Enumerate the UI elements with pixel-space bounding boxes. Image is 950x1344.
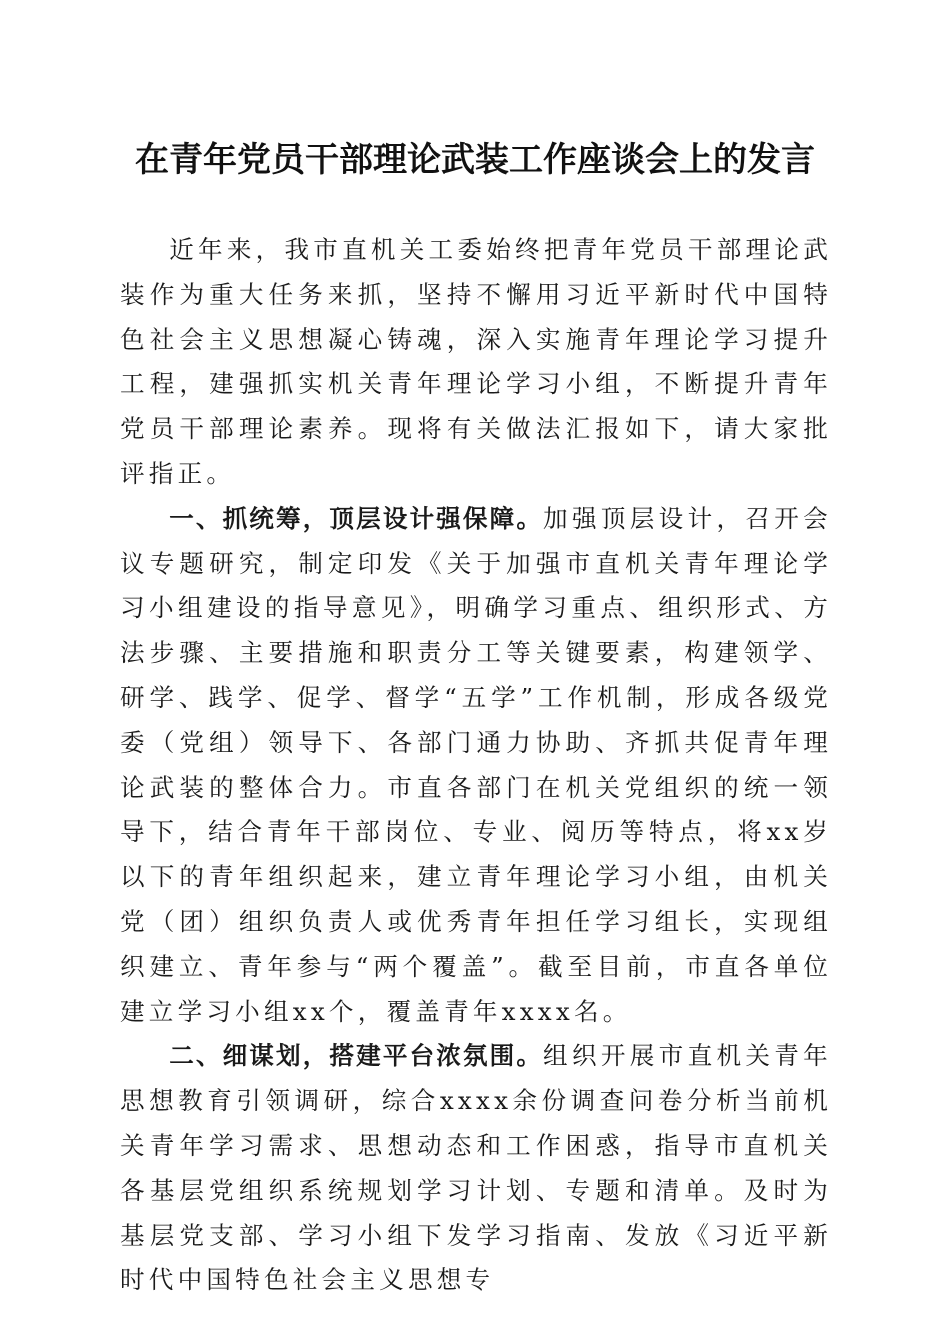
section-one-heading: 一、抓统筹，顶层设计强保障。 xyxy=(169,503,544,533)
paragraph-text: 加强顶层设计，召开会议专题研究，制定印发《关于加强市直机关青年理论学习小组建设的指导意见》，明确学习重点、组织形式、方法步骤、主要措施和职责分工等关键要素，构建领学、研学、践学、促学、督学“五学”工作机制，形成各级党委（党组）领导下、各部门通力协助、齐抓共促青年理论武装的整体合力。市直各部门在机关党组织的统一领导下，结合青年干部岗位、专业、阅历等特点，将xx岁以下的青年组织起来，建立青年理论学习小组，由机关党（团）组织负责人或优秀青年担任学习组长，实现组织建立、青年参与“两个覆盖”。截至目前，市直各单位建立学习小组xx个，覆盖青年xxxx名。 xyxy=(120,503,832,1026)
paragraph-text: 近年来，我市直机关工委始终把青年党员干部理论武装作为重大任务来抓，坚持不懈用习近平新时代中国特色社会主义思想凝心铸魂，深入实施青年理论学习提升工程，建强抓实机关青年理论学习小组，不断提升青年党员干部理论素养。现将有关做法汇报如下，请大家批评指正。 xyxy=(120,235,832,488)
paragraph-text: 组织开展市直机关青年思想教育引领调研，综合xxxx余份调查问卷分析当前机关青年学习需求、思想动态和工作困惑，指导市直机关各基层党组织系统规划学习计划、专题和清单。及时为基层党支部、学习小组下发学习指南、发放《习近平新时代中国特色社会主义思想专 xyxy=(120,1041,832,1295)
document-title: 在青年党员干部理论武装工作座谈会上的发言 xyxy=(135,140,815,180)
intro-paragraph xyxy=(120,228,832,497)
section-two-heading: 二、细谋划，搭建平台浓氛围。 xyxy=(169,1041,544,1071)
document-body xyxy=(120,228,832,1303)
section-one-paragraph xyxy=(120,497,832,1035)
section-two-paragraph xyxy=(120,1034,832,1303)
